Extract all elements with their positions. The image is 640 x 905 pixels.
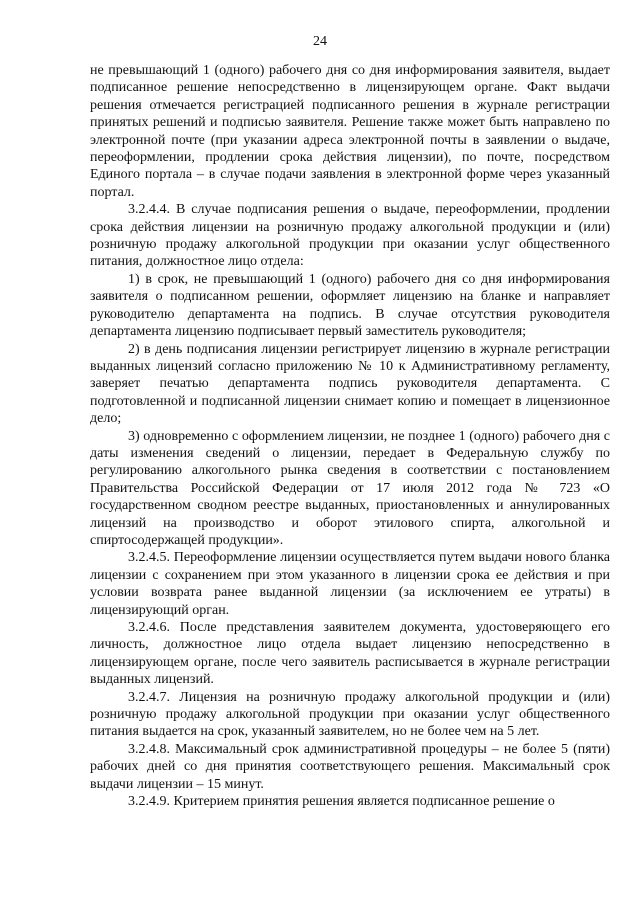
list-item-2: 2) в день подписания лицензии регистрирует лицензию в журнале регистрации выданных лицензий согласно приложению № 10 к Административному регламенту, заверяет печатью департамента подпись руководителя департамента. С подготовленной и подписанной лицензии снимает копию и помещает в лицензионное дело; [90,341,610,427]
page-number: 24 [313,34,327,49]
document-body [90,62,610,810]
paragraph-3-2-4-6: 3.2.4.6. После представления заявителем документа, удостоверяющего его личность, должностное лицо отдела выдает лицензию непосредственно в лицензирующем органе, после чего заявитель расписывается в журнале регистрации выданных лицензий. [90,620,610,688]
paragraph-3-2-4-9: 3.2.4.9. Критерием принятия решения является подписанное решение о [128,794,555,810]
paragraph-3-2-4-8: 3.2.4.8. Максимальный срок административной процедуры – не более 5 (пяти) рабочих дней со дня принятия соответствующего решения. Максимальный срок выдачи лицензии – 15 минут. [90,741,610,792]
list-item-3: 3) одновременно с оформлением лицензии, не позднее 1 (одного) рабочего дня с даты изменения сведений о лицензии, передает в Федеральную службу по регулированию алкогольного рынка сведения в соответствии с постановлением Правительства Российской Федерации от 17 июля 2012 года № 723 «О государственном сводном реестре выданных, приостановленных и аннулированных лицензий на производство и оборот этилового спирта, алкогольной и спиртосодержащей продукции». [90,428,610,548]
list-item-1: 1) в срок, не превышающий 1 (одного) рабочего дня со дня информирования заявителя о подписанном решении, оформляет лицензию на бланке и направляет руководителю департамента на подпись. В случае отсутствия руководителя департамента лицензию подписывает первый заместитель руководителя; [90,271,610,340]
paragraph-3-2-4-5: 3.2.4.5. Переоформление лицензии осуществляется путем выдачи нового бланка лицензии с сохранением при этом указанного в лицензии срока ее действия и при условии возврата ранее выданной лицензии (за исключением ее утраты) в лицензирующий орган. [90,550,610,618]
paragraph-3-2-4-4: 3.2.4.4. В случае подписания решения о выдаче, переоформлении, продлении срока действия лицензии на розничную продажу алкогольной продукции и (или) розничную продажу алкогольной продукции при оказании услуг общественного питания, должностное лицо отдела: [90,202,610,270]
paragraph-continuation: не превышающий 1 (одного) рабочего дня со дня информирования заявителя, выдает подписанное решение непосредственно в лицензирующем органе. Факт выдачи решения отмечается регистрацией подписанного решения в журнале регистрации принятых решений и подписью заявителя. Решение также может быть направлено по электронной почте (при указании адреса электронной почты в заявлении о выдаче, переоформлении, продлении срока действия лицензии), по почте, посредством Единого портала – в случае подачи заявления в электронной форме через указанный портал. [90,63,610,200]
paragraph-3-2-4-7: 3.2.4.7. Лицензия на розничную продажу алкогольной продукции и (или) розничную продажу алкогольной продукции при оказании услуг общественного питания выдается на срок, указанный заявителем, но не более чем на 5 лет. [90,689,610,740]
